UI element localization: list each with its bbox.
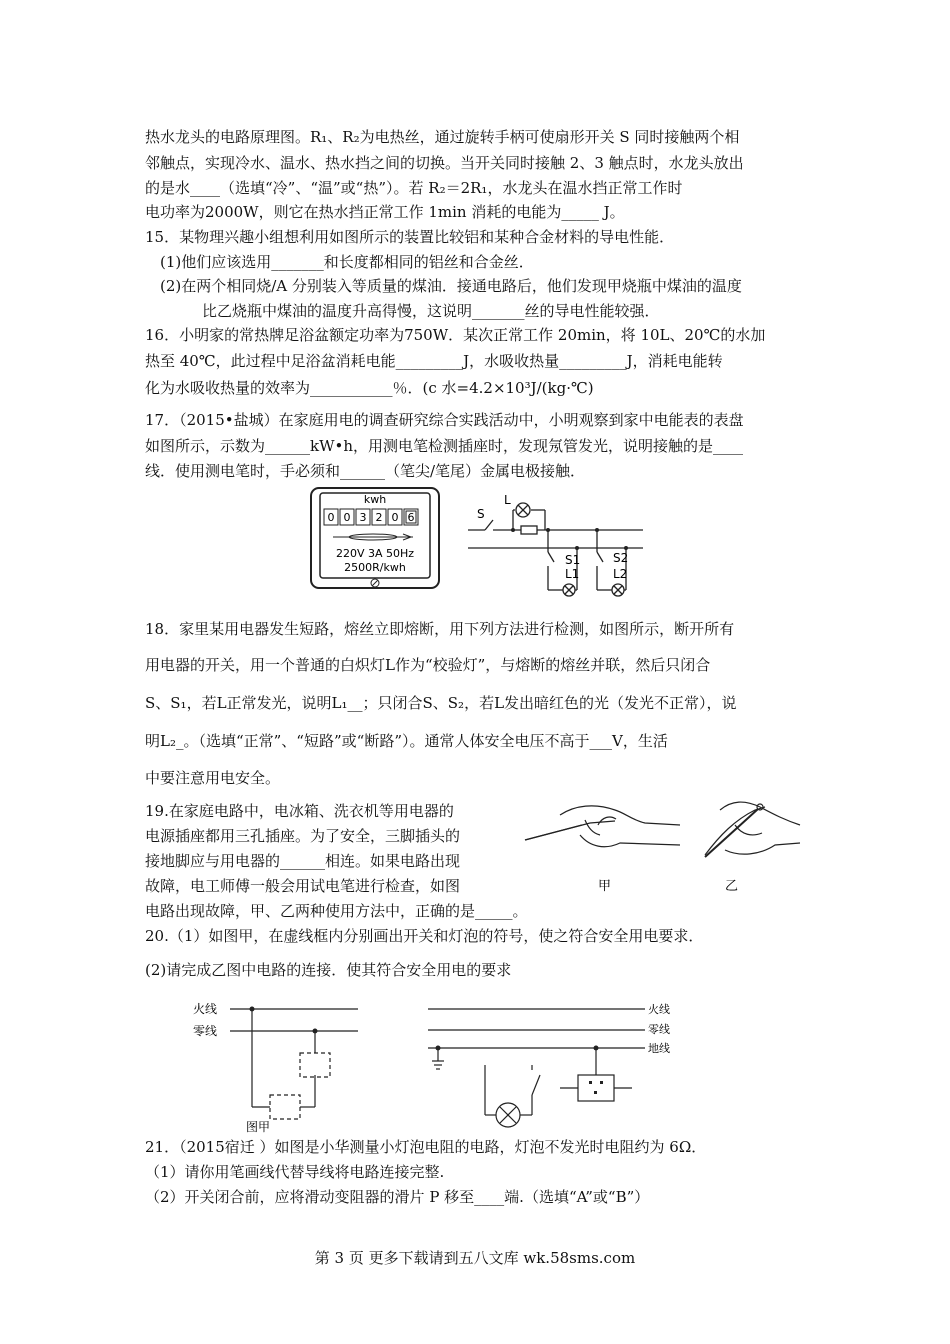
question-19-cont: 接地脚应与用电器的______相连。如果电路出现 — [145, 852, 461, 870]
question-18-cont: 用电器的开关，用一个普通的白炽灯L作为“校验灯”，与熔断的熔丝并联，然后只闭合 — [145, 656, 711, 674]
question-17-cont: 如图所示，示数为______kW•h，用测电笔检测插座时，发现氖管发光，说明接触的是____ — [145, 437, 744, 455]
meter-digit: 2 — [375, 511, 383, 524]
question-16-cont: 化为水吸收热量的效率为___________％．(c 水=4.2×10³J/(kg·℃) — [145, 379, 594, 397]
test-pen-figures — [520, 795, 805, 900]
label-s2: S2 — [613, 551, 629, 565]
figure-caption: 图甲 — [246, 1120, 271, 1134]
question-21-part-1: （1）请你用笔画线代替导线将电路连接完整. — [145, 1163, 445, 1181]
question-17: 17．（2015•盐城）在家庭用电的调查研究综合实践活动中，小明观察到家中电能表的表盘 — [145, 411, 744, 429]
question-15-part-1: (1)他们应该选用_______和长度都相同的铝丝和合金丝． — [160, 253, 534, 271]
pen-label-jia: 甲 — [598, 879, 612, 894]
label-l2: L2 — [613, 567, 628, 581]
electricity-meter-figure — [308, 485, 442, 603]
paragraph-line: 邻触点，实现冷水、温水、热水挡之间的切换。当开关同时接触 2、3 触点时，水龙头放出 — [145, 154, 744, 172]
meter-spec-2: 2500R/kwh — [344, 561, 406, 574]
question-21-part-2: （2）开关闭合前，应将滑动变阻器的滑片 P 移至____端.（选填“A”或“B”） — [145, 1188, 650, 1206]
question-18-cont: S、S₁，若L正常发光，说明L₁__；只闭合S、S₂，若L发出暗红色的光（发光不正常），说 — [145, 694, 737, 712]
question-21: 21．（2015宿迁 ）如图是小华测量小灯泡电阻的电路，灯泡不发光时电阻约为 6Ω． — [145, 1138, 707, 1156]
label-neutral-wire-right: 零线 — [648, 1023, 670, 1036]
label-l1: L1 — [565, 567, 580, 581]
label-neutral-wire: 零线 — [193, 1024, 218, 1038]
meter-unit: kwh — [363, 493, 387, 506]
paragraph-line: 热水龙头的电路原理图。R₁、R₂为电热丝，通过旋转手柄可使扇形开关 S 同时接触两个相 — [145, 128, 740, 146]
label-s1: S1 — [565, 553, 581, 567]
circuit-diagram-q18 — [463, 490, 653, 602]
label-l: L — [504, 493, 511, 507]
meter-digit: 0 — [343, 511, 351, 524]
question-16: 16．小明家的常热牌足浴盆额定功率为750W．某次正常工作 20min，将 10L、20℃的水加 — [145, 326, 766, 344]
question-18-cont: 中要注意用电安全。 — [145, 769, 281, 787]
question-20-part-2: (2)请完成乙图中电路的连接．使其符合安全用电的要求 — [145, 961, 512, 979]
question-15: 15．某物理兴趣小组想利用如图所示的装置比较铝和某种合金材料的导电性能． — [145, 228, 675, 246]
pen-label-yi: 乙 — [725, 879, 739, 894]
paragraph-line: 电功率为2000W，则它在热水挡正常工作 1min 消耗的电能为_____ J。 — [145, 203, 625, 221]
question-19-cont: 电源插座都用三孔插座。为了安全，三脚插头的 — [145, 827, 461, 845]
meter-digit: 0 — [391, 511, 399, 524]
label-ground-wire-right: 地线 — [648, 1042, 670, 1055]
question-17-cont: 线．使用测电笔时，手必须和______（笔尖/笔尾）金属电极接触． — [145, 462, 586, 480]
question-15-part-2: (2)在两个相同烧/A 分别装入等质量的煤油．接通电路后，他们发现甲烧瓶中煤油的温度 — [160, 277, 742, 295]
question-20: 20.（1）如图甲，在虚线框内分别画出开关和灯泡的符号，使之符合安全用电要求． — [145, 927, 704, 945]
question-15-part-2-cont: 比乙烧瓶中煤油的温度升高得慢，这说明_______丝的导电性能较强． — [202, 302, 660, 320]
question-16-cont: 热至 40℃，此过程中足浴盆消耗电能_________J，水吸收热量_________J，消耗电能转 — [145, 352, 723, 370]
question-18: 18．家里某用电器发生短路，熔丝立即熔断，用下列方法进行检测，如图所示，断开所有 — [145, 620, 735, 638]
question-19-cont: 电路出现故障，甲、乙两种使用方法中，正确的是_____。 — [145, 902, 528, 920]
meter-spec-1: 220V 3A 50Hz — [335, 547, 415, 560]
paragraph-line: 的是水____（选填“冷”、“温”或“热”）。若 R₂＝2R₁，水龙头在温水挡正常工作时 — [145, 179, 683, 197]
page-footer: 第 3 页 更多下载请到五八文库 wk.58sms.com — [314, 1249, 636, 1267]
meter-digit: 6 — [407, 511, 415, 524]
meter-digit: 0 — [327, 511, 335, 524]
circuit-diagram-q20 — [190, 995, 680, 1135]
label-live-wire: 火线 — [193, 1002, 218, 1016]
label-live-wire-right: 火线 — [648, 1003, 670, 1016]
meter-digit: 3 — [359, 511, 367, 524]
question-19-cont: 故障，电工师傅一般会用试电笔进行检查，如图 — [145, 877, 461, 895]
label-s: S — [477, 507, 485, 521]
question-18-cont: 明L₂_。（选填“正常”、“短路”或“断路”）。通常人体安全电压不高于___V，生活 — [145, 732, 668, 750]
question-19: 19.在家庭电路中，电冰箱、洗衣机等用电器的 — [145, 802, 454, 820]
